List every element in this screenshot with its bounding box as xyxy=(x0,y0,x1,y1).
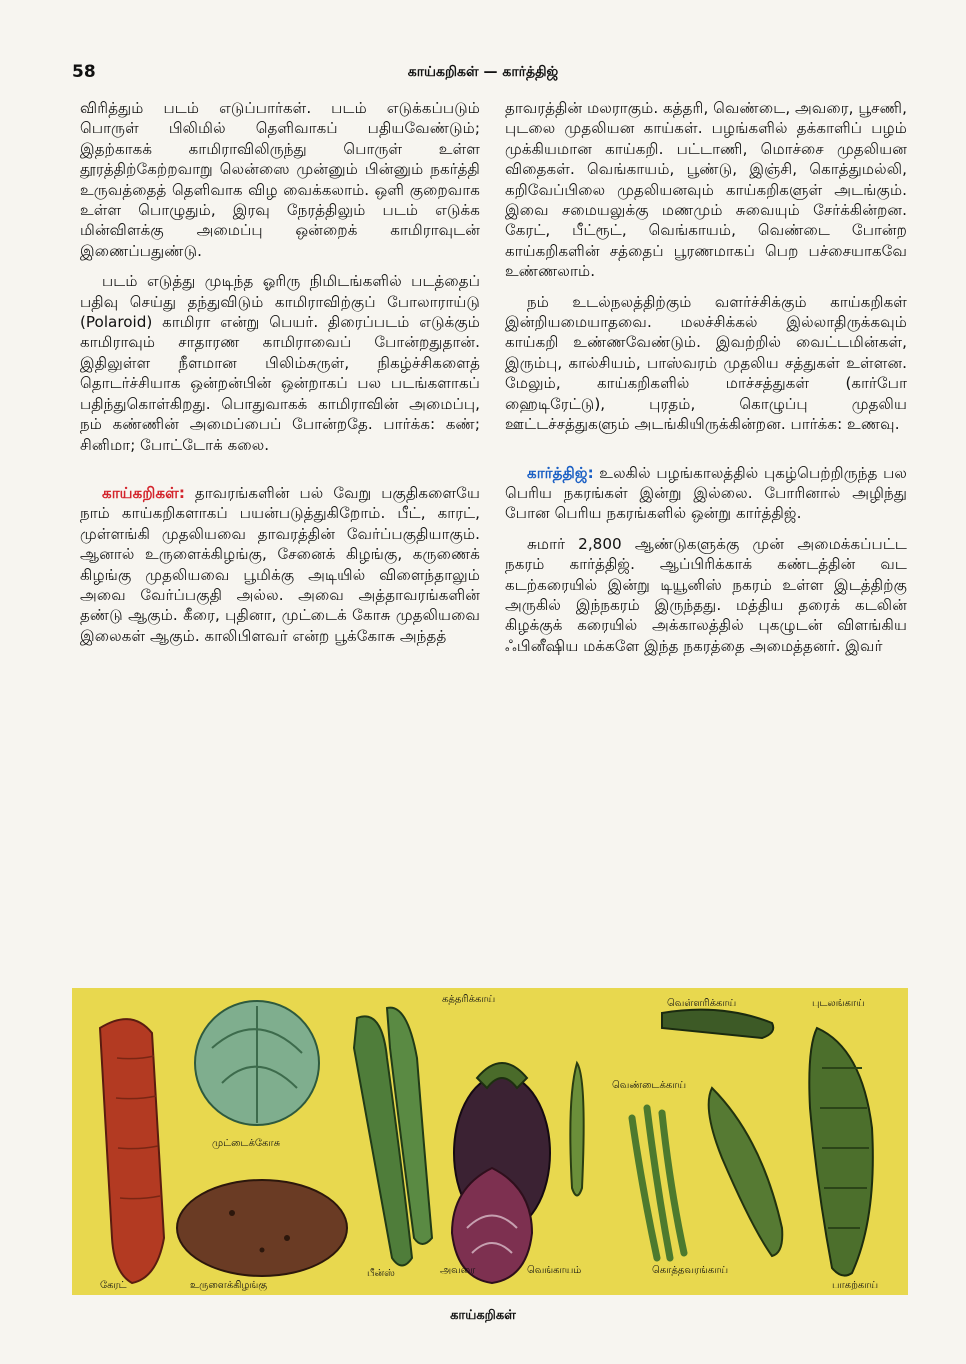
ladysfinger-icon xyxy=(570,1063,583,1196)
running-head: காய்கறிகள் — கார்த்திஜ் xyxy=(407,64,559,80)
vegetables-plate xyxy=(72,988,908,1295)
label-onion: வெங்காயம் xyxy=(527,1265,582,1276)
label-brinjal: கத்தரிக்காய் xyxy=(442,994,496,1005)
potato-icon xyxy=(177,1180,347,1276)
paragraph-carthage xyxy=(505,463,907,524)
label-bittergourd: பாகற்காய் xyxy=(832,1280,879,1291)
paragraph-vegetables xyxy=(80,483,480,646)
label-beans: பீன்ஸ் xyxy=(367,1268,395,1279)
label-cabbage: முட்டைக்கோசு xyxy=(212,1138,281,1149)
entry-text: உலகில் பழங்காலத்தில் புகழ்பெற்றிருந்த பல பெரிய நகரங்கள் இன்று இல்லை. போரினால் அழிந்து போன பெரிய நகரங்களில் ஒன்று கார்த்திஜ். xyxy=(505,463,907,523)
left-column xyxy=(80,98,480,656)
paragraph: சுமார் 2,800 ஆண்டுகளுக்கு முன் அமைக்கப்பட்ட நகரம் கார்த்திஜ். ஆப்பிரிக்காக் கண்டத்தின் வட கடற்கரையில் இன்று டியூனிஸ் நகரம் உள்ள இடத்திற்கு அருகில் இந்நகரம் இருந்தது. மத்திய தரைக் கடலின் கிழக்குக் கரையில் அக்காலத்தில் புகழுடன் விளங்கிய ஃபினீஷிய மக்களே இந்த நகரத்தை அமைத்தனர். இவர் xyxy=(505,534,907,655)
label-carrot: கேரட் xyxy=(100,1280,127,1291)
right-column xyxy=(505,98,907,666)
entry-heading-carthage: கார்த்திஜ்: xyxy=(527,463,594,482)
entry-text: தாவரங்களின் பல் வேறு பகுதிகளையே நாம் காய்கறிகளாகப் பயன்படுத்துகிறோம். பீட், காரட், முள்ளங்கி முதலியவை தாவரத்தின் வேர்ப்பகுதியாகும். ஆனால் உருளைக்கிழங்கு, சேனைக் கிழங்கு, கருணைக் கிழங்கு முதலியவை பூமிக்கு அடியில் விளைந்தாலும் அவை வேர்ப்பகுதி அல்ல. அவை அத்தாவரங்களின் தண்டு ஆகும். கீரை, புதினா, முட்டைக் கோசு முதலியவை இலைகள் ஆகும். காலிபிளவர் என்ற பூக்கோசு அந்தத் xyxy=(80,483,480,645)
label-ladysfinger: வெண்டைக்காய் xyxy=(612,1080,687,1091)
figure-caption: காய்கறிகள் xyxy=(450,1308,516,1323)
label-potato: உருளைக்கிழங்கு xyxy=(190,1280,268,1291)
label-snakegourd: வெள்ளரிக்காய் xyxy=(667,998,737,1009)
paragraph: தாவரத்தின் மலராகும். கத்தரி, வெண்டை, அவரை, பூசணி, புடலை முதலியன காய்கள். பழங்களில் தக்காளிப் பழம் முக்கியமான காய்கறி. பட்டாணி, மொச்சை முதலியன விதைகள். வெங்காயம், பூண்டு, இஞ்சி, கொத்துமல்லி, கறிவேப்பிலை முதலியனவும் காய்கறிகளுள் அடங்கும். இவை சமையலுக்கு மணமும் சுவையும் சேர்க்கின்றன. கேரட், பீட்ரூட், வெங்காயம், வெண்டை போன்ற காய்கறிகளின் சத்தைப் பூரணமாகப் பெற பச்சையாகவே உண்ணலாம். xyxy=(505,99,907,281)
page-number: 58 xyxy=(72,62,96,82)
label-avarai: அவரை xyxy=(440,1265,476,1276)
paragraph: படம் எடுத்து முடிந்த ஓரிரு நிமிடங்களில் படத்தைப் பதிவு செய்து தந்துவிடும் காமிராவிற்குப் போலாராய்டு (Polaroid) காமிரா என்று பெயர். திரைப்படம் எடுக்கும் காமிராவும் சாதாரண காமிராவைப் போன்றதுதான். இதிலுள்ள நீளமான பிலிம்சுருள், நிகழ்ச்சிகளைத் தொடர்ச்சியாக ஒன்றன்பின் ஒன்றாகப் பல படங்களாகப் பதிந்துகொள்கிறது. பொதுவாகக் காமிராவின் அமைப்பு, நம் கண்ணின் அமைப்பைப் போன்றதே. பார்க்க: கண்; சினிமா; போட்டோக் கலை. xyxy=(80,272,480,454)
label-cluster: கொத்தவரங்காய் xyxy=(652,1265,729,1276)
paragraph: நம் உடல்நலத்திற்கும் வளர்ச்சிக்கும் காய்கறிகள் இன்றியமையாதவை. மலச்சிக்கல் இல்லாதிருக்கவும் காய்கறி உண்ணவேண்டும். இவற்றில் வைட்டமின்கள், இரும்பு, கால்சியம், பாஸ்வரம் முதலிய சத்துகள் உள்ளன. மேலும், காய்கறிகளில் மாச்சத்துகள் (கார்போ ஹைடிரேட்டு), புரதம், கொழுப்பு முதலிய ஊட்டச்சத்துகளும் அடங்கியிருக்கின்றன. பார்க்க: உணவு. xyxy=(505,292,907,434)
paragraph: விரித்தும் படம் எடுப்பார்கள். படம் எடுக்கப்படும் பொருள் பிலிமில் தெளிவாகப் பதியவேண்டும்; இதற்காகக் காமிராவிலிருந்து பொருள் உள்ள தூரத்திற்கேற்றவாறு லென்ஸை முன்னும் பின்னும் நகர்த்தி உருவத்தைத் தெளிவாக விழ வைக்கலாம். ஒளி குறைவாக உள்ள பொழுதும், இரவு நேரத்திலும் படம் எடுக்க மின்விளக்கு அமைப்பு ஒன்றைக் காமிராவுடன் இணைப்பதுண்டு. xyxy=(80,99,480,260)
label-pudalai: புடலங்காய் xyxy=(812,998,865,1009)
entry-heading-vegetables: காய்கறிகள்: xyxy=(102,483,185,502)
vegetables-illustration xyxy=(72,988,908,1295)
